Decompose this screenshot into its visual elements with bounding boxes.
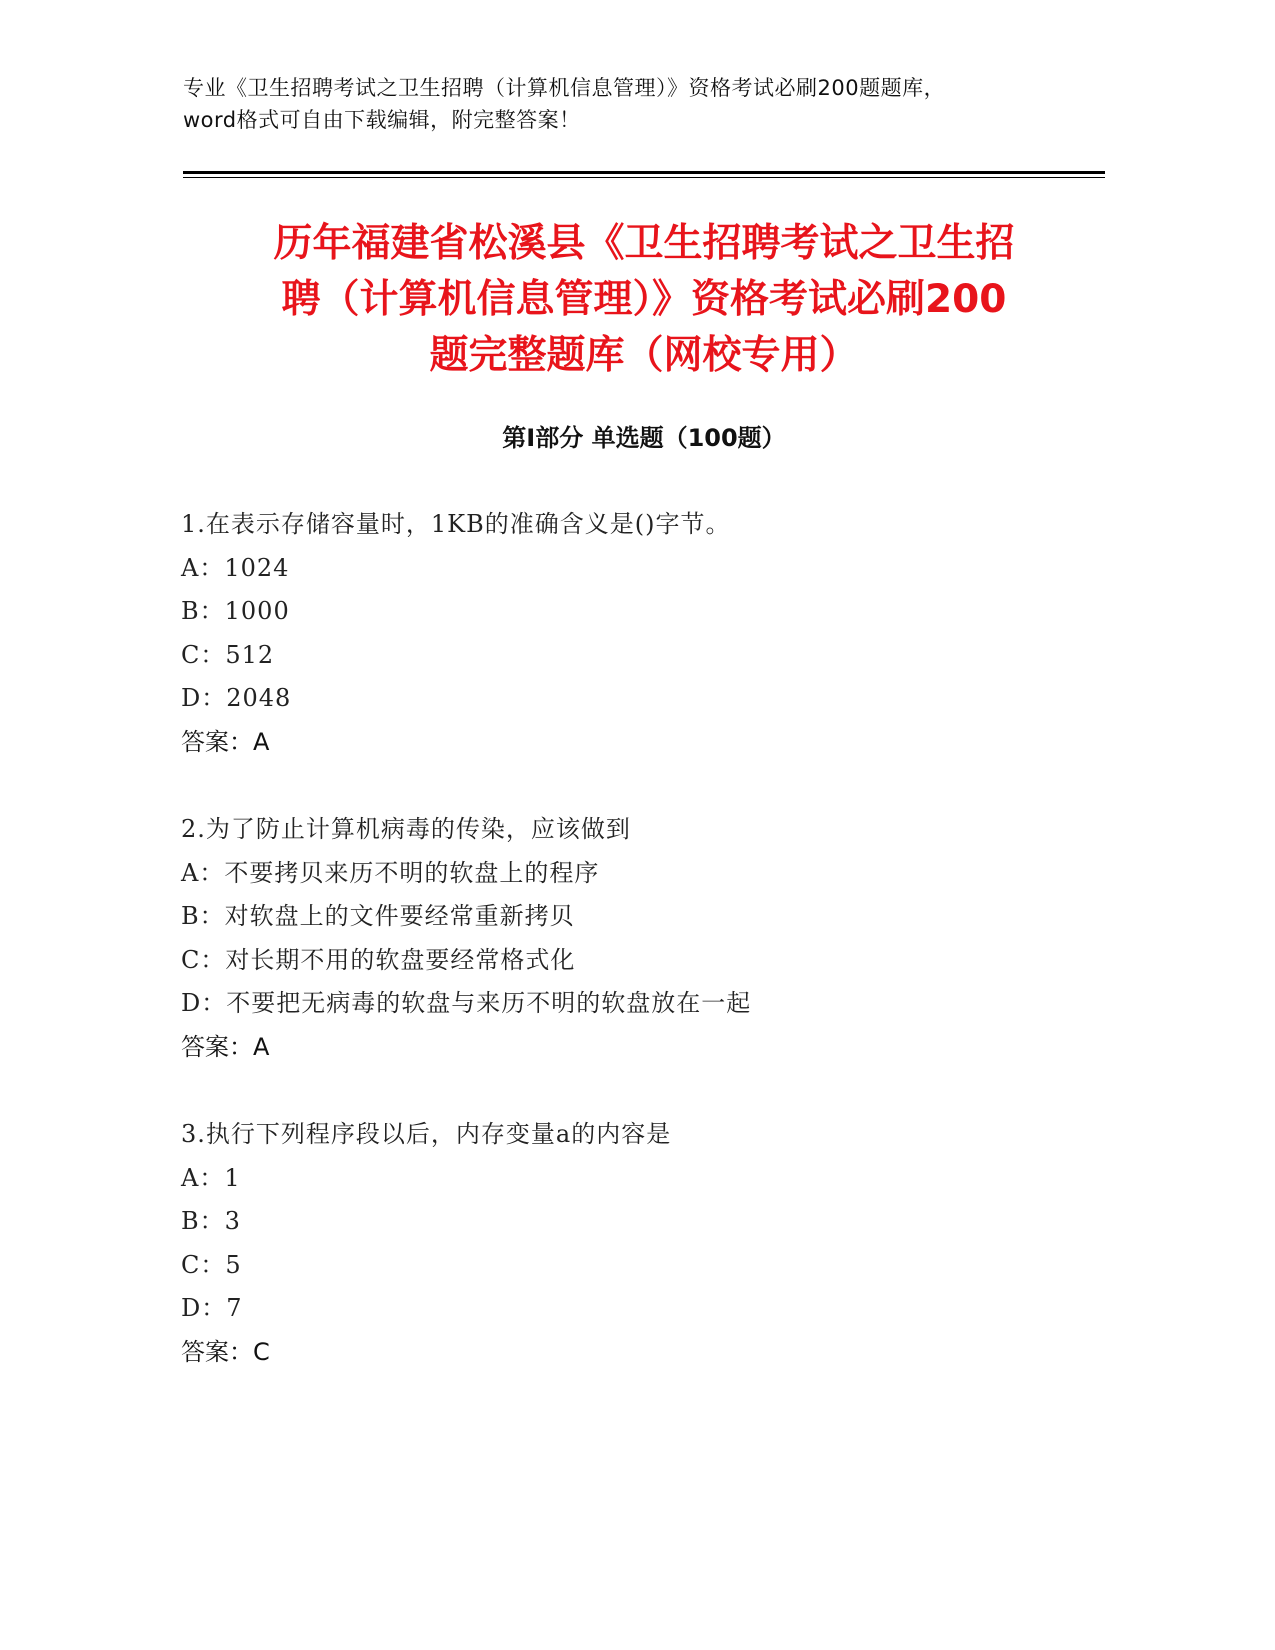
header-note-line-2: word格式可自由下载编辑，附完整答案！ (183, 108, 581, 132)
option-c: C：5 (181, 1250, 242, 1279)
answer: 答案：A (181, 727, 270, 756)
answer: 答案：A (181, 1032, 270, 1061)
option-d: D：2048 (181, 684, 292, 712)
option-a: A：1 (181, 1163, 241, 1192)
option-d: D：7 (181, 1294, 243, 1322)
header-note-line-1: 专业《卫生招聘考试之卫生招聘（计算机信息管理）》资格考试必刷200题题库， (183, 76, 946, 100)
title-line-2: 聘（计算机信息管理）》资格考试必刷200 (281, 277, 1007, 322)
question-stem: 2.为了防止计算机病毒的传染，应该做到 (181, 815, 631, 843)
option-b: B：1000 (181, 597, 290, 625)
option-b: B：3 (181, 1207, 241, 1235)
option-a: A：不要拷贝来历不明的软盘上的程序 (181, 858, 600, 887)
answer: 答案：C (181, 1337, 270, 1366)
question-stem: 3.执行下列程序段以后，内存变量a的内容是 (181, 1120, 672, 1148)
option-b: B：对软盘上的文件要经常重新拷贝 (181, 902, 575, 930)
question-3 (181, 1113, 1081, 1374)
section-heading: 第I部分 单选题（100题） (502, 424, 786, 452)
option-d: D：不要把无病毒的软盘与来历不明的软盘放在一起 (181, 989, 752, 1017)
option-c: C：512 (181, 640, 275, 669)
question-1 (181, 503, 1081, 764)
header-rule-thick (183, 171, 1105, 174)
option-c: C：对长期不用的软盘要经常格式化 (181, 945, 576, 974)
title-line-1: 历年福建省松溪县《卫生招聘考试之卫生招 (273, 221, 1015, 266)
option-a: A：1024 (181, 553, 290, 582)
header-note (183, 72, 1083, 136)
question-stem: 1.在表示存储容量时，1KB的准确含义是()字节。 (181, 510, 731, 538)
title-line-3: 题完整题库（网校专用） (429, 333, 859, 378)
question-2 (181, 808, 1081, 1069)
document-title (183, 216, 1105, 384)
header-rule-thin (183, 177, 1105, 178)
